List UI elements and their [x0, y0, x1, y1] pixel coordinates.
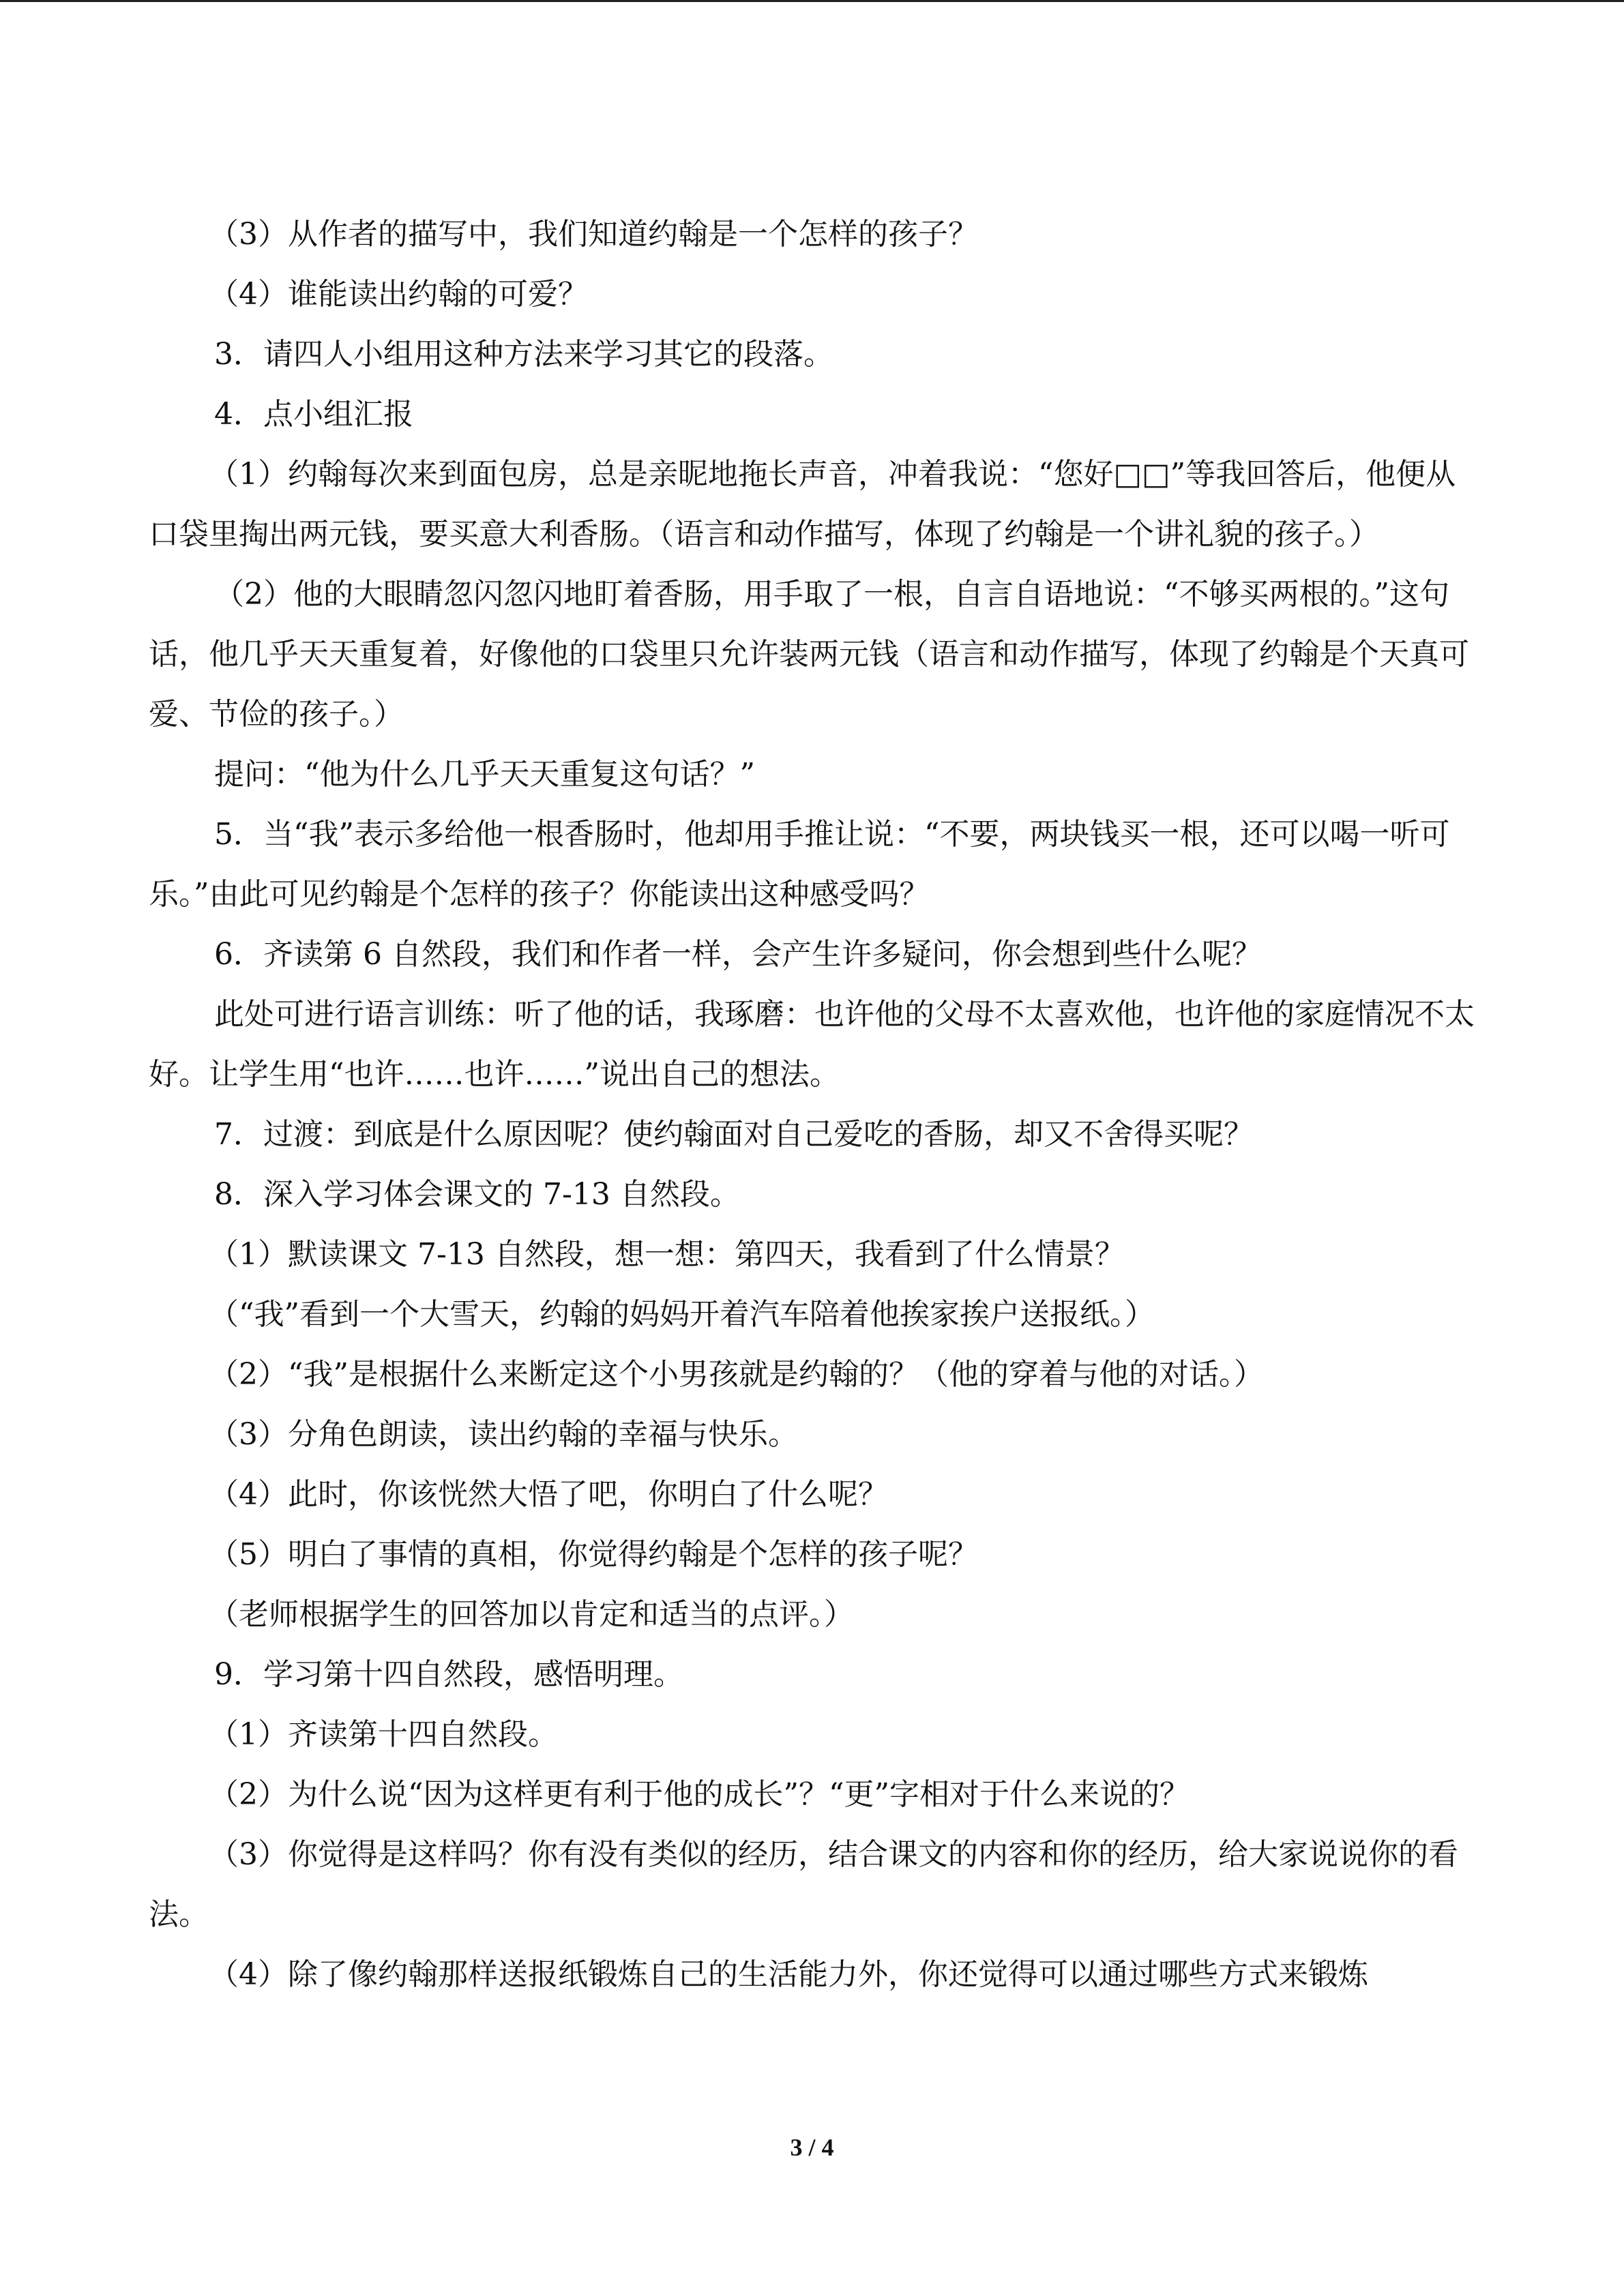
page-top-border [0, 0, 1624, 2]
paragraph: 此处可进行语言训练：听了他的话，我琢磨：也许他的父母不太喜欢他，也许他的家庭情况不太好。让学生用“也许……也许……”说出自己的想法。 [149, 997, 1475, 1092]
paragraph: （3）你觉得是这样吗？你有没有类似的经历，结合课文的内容和你的经历，给大家说说你的看法。 [149, 1837, 1458, 1932]
paragraph: 7．过渡：到底是什么原因呢？使约翰面对自己爱吃的香肠，却又不舍得买呢？ [214, 1117, 1254, 1152]
paragraph: （老师根据学生的回答加以肯定和适当的点评。） [209, 1597, 854, 1632]
document-body [149, 205, 1475, 2005]
paragraph: 6．齐读第 6 自然段，我们和作者一样，会产生许多疑问，你会想到些什么呢？ [214, 937, 1262, 972]
paragraph: （5）明白了事情的真相，你觉得约翰是个怎样的孩子呢？ [209, 1537, 978, 1572]
paragraph: （3）从作者的描写中，我们知道约翰是一个怎样的孩子？ [209, 217, 978, 252]
paragraph: （2）“我”是根据什么来断定这个小男孩就是约翰的？（他的穿着与他的对话。） [209, 1357, 1264, 1392]
paragraph: （1）默读课文 7-13 自然段，想一想：第四天，我看到了什么情景？ [209, 1237, 1125, 1272]
paragraph: （4）谁能读出约翰的可爱？ [209, 277, 588, 312]
paragraph: 9．学习第十四自然段，感悟明理。 [214, 1657, 683, 1692]
paragraph: （3）分角色朗读，读出约翰的幸福与快乐。 [209, 1417, 798, 1452]
paragraph: 8．深入学习体会课文的 7-13 自然段。 [214, 1177, 740, 1212]
paragraph: （1）约翰每次来到面包房，总是亲昵地拖长声音，冲着我说：“您好□□”等我回答后，他便从口袋里掏出两元钱，要买意大利香肠。（语言和动作描写，体现了约翰是一个讲礼貌的孩子。） [149, 457, 1456, 552]
paragraph: （4）此时，你该恍然大悟了吧，你明白了什么呢？ [209, 1477, 888, 1512]
paragraph: 3．请四人小组用这种方法来学习其它的段落。 [214, 337, 833, 372]
paragraph: （2）他的大眼睛忽闪忽闪地盯着香肠，用手取了一根，自言自语地说：“不够买两根的。”这句话，他几乎天天重复着，好像他的口袋里只允许装两元钱（语言和动作描写，体现了约翰是个天真可爱、节俭的孩子。） [149, 577, 1469, 732]
paragraph: （4）除了像约翰那样送报纸锻炼自己的生活能力外，你还觉得可以通过哪些方式来锻炼 [209, 1957, 1368, 1992]
paragraph: 4．点小组汇报 [214, 397, 413, 432]
paragraph: 提问：“他为什么几乎天天重复这句话？” [214, 757, 755, 792]
paragraph: （1）齐读第十四自然段。 [209, 1717, 558, 1752]
paragraph: （“我”看到一个大雪天，约翰的妈妈开着汽车陪着他挨家挨户送报纸。） [209, 1297, 1155, 1332]
paragraph: （2）为什么说“因为这样更有利于他的成长”？“更”字相对于什么来说的？ [209, 1777, 1190, 1812]
paragraph: 5．当“我”表示多给他一根香肠时，他却用手推让说：“不要，两块钱买一根，还可以喝一听可乐。”由此可见约翰是个怎样的孩子？你能读出这种感受吗？ [149, 817, 1450, 912]
page-number: 3 / 4 [790, 2134, 834, 2161]
